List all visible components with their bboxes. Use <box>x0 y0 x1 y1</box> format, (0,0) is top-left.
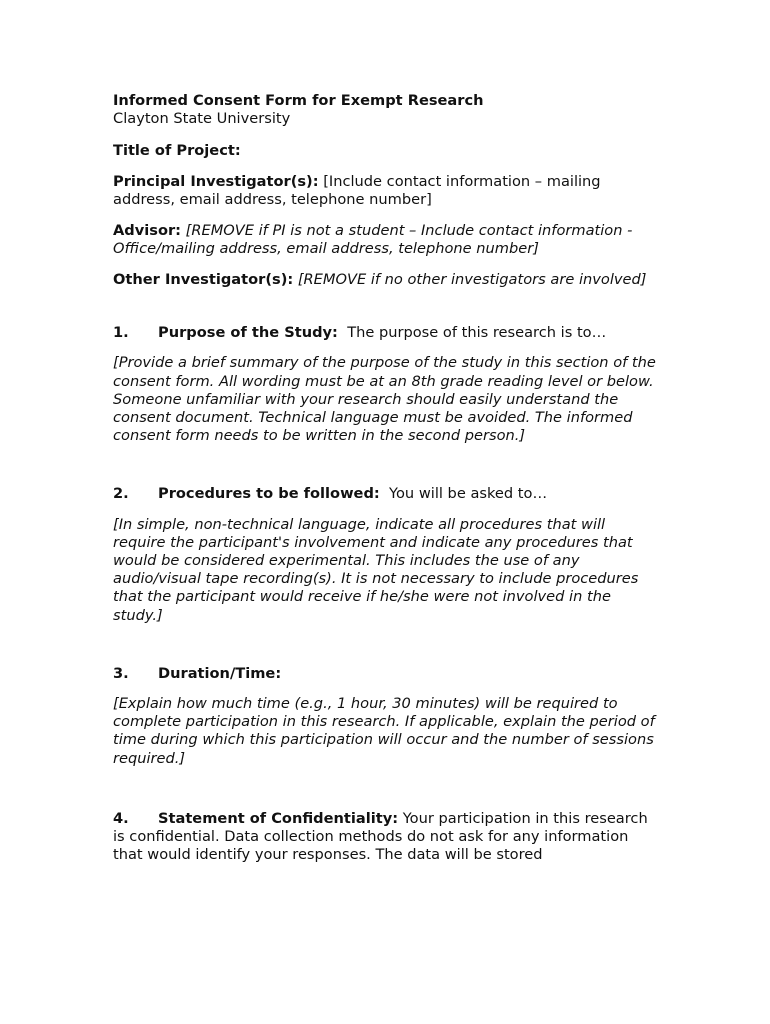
section-1-number: 1. <box>113 324 129 342</box>
other-investigators <box>113 271 661 289</box>
section-1-title: Purpose of the Study: <box>158 324 338 342</box>
section-2-heading <box>113 485 661 503</box>
section-1-body: [Provide a brief summary of the purpose of the study in this section of the consent form. All wording must be at an 8th grade reading level or below. Someone unfamiliar with your research should easily understand the consent document. Technical language must be avoided. The informed consent form needs to be written in the second person.] <box>113 354 656 445</box>
other-investigators-label: Other Investigator(s): <box>113 270 294 288</box>
section-4-lead: Your participation in this research is confidential. Data collection methods do not ask for any information that would identify your responses. The data will be stored <box>113 809 648 864</box>
section-2-number: 2. <box>113 485 129 503</box>
section-3-body: [Explain how much time (e.g., 1 hour, 30 minutes) will be required to complete participation in this research. If applicable, explain the period of time during which this participation will occur and the number of sessions required.] <box>113 694 655 767</box>
advisor-text: [REMOVE if PI is not a student – Include contact information - Office/mailing address, email address, telephone number] <box>113 222 633 258</box>
section-1-heading <box>113 324 661 342</box>
section-4-title: Statement of Confidentiality: <box>158 809 399 827</box>
section-3-title: Duration/Time: <box>158 664 282 682</box>
section-4-heading <box>113 810 661 865</box>
document-content <box>113 92 661 876</box>
section-2-body: [In simple, non-technical language, indicate all procedures that will require the participant's involvement and indicate any procedures that would be considered experimental. This includes the use of any audio/visual tape recording(s). It is not necessary to include procedures that the participant would receive if he/she were not involved in the study.] <box>113 515 639 624</box>
advisor-label: Advisor: <box>113 222 182 240</box>
section-2-title: Procedures to be followed: <box>158 485 380 503</box>
institution-name: Clayton State University <box>113 110 291 128</box>
other-investigators-text: [REMOVE if no other investigators are involved] <box>297 270 647 288</box>
section-1-lead: The purpose of this research is to… <box>347 324 607 342</box>
section-3-number: 3. <box>113 664 129 682</box>
pi-label: Principal Investigator(s): <box>113 173 319 191</box>
title-of-project-label: Title of Project: <box>113 142 241 160</box>
form-title: Informed Consent Form for Exempt Research <box>113 92 484 109</box>
section-2-lead: You will be asked to… <box>389 485 548 503</box>
principal-investigator <box>113 173 661 209</box>
advisor <box>113 222 661 258</box>
title-of-project <box>113 142 661 160</box>
section-4-number: 4. <box>113 809 129 827</box>
section-3-heading <box>113 665 661 683</box>
pi-text: [Include contact information – mailing address, email address, telephone number] <box>113 173 601 209</box>
